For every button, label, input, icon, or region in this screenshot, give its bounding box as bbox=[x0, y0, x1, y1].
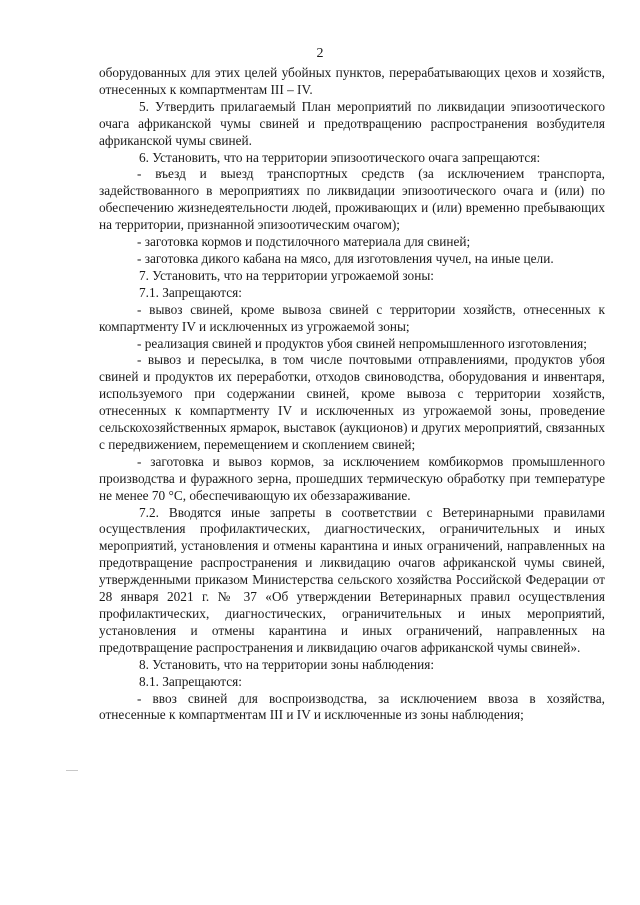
paragraph-item-7-2: 7.2. Вводятся иные запреты в соответствии с Ветеринарными правилами осуществления профилактических, диагностических, ограничительных и иных мероприятий, установления и отмены карантина и иных ограничений, направленных на предотвращение распространения и ликвидацию очагов африканской чумы свиней, утвержденными приказом Министерства сельского хозяйства Российской Федерации от 28 января 2021 г. № 37 «Об утверждении Ветеринарных правил осуществления профилактических, диагностических, ограничительных и иных мероприятий, установления и отмены карантина и иных ограничений, направленных на предотвращение распространения и ликвидацию очагов африканской чумы свиней». bbox=[99, 504, 605, 655]
paragraph-item-8: 8. Установить, что на территории зоны наблюдения: bbox=[139, 656, 435, 672]
list-item: - заготовка и вывоз кормов, за исключением комбикормов промышленного производства и фуражного зерна, прошедших термическую обработку при температуре не менее 70 °С, обеспечивающую их обеззараживание. bbox=[99, 453, 605, 503]
page-number: 2 bbox=[316, 46, 324, 61]
paragraph-item-7: 7. Установить, что на территории угрожаемой зоны: bbox=[139, 267, 434, 283]
paragraph-item-6: 6. Установить, что на территории эпизоотического очага запрещаются: bbox=[139, 149, 541, 165]
paragraph-item-8-1: 8.1. Запрещаются: bbox=[139, 673, 242, 689]
list-item: - заготовка кормов и подстилочного материала для свиней; bbox=[137, 234, 471, 250]
margin-mark bbox=[66, 770, 78, 771]
paragraph-item-5: 5. Утвердить прилагаемый План мероприятий по ликвидации эпизоотического очага африканской чумы свиней и предотвращению распространения возбудителя африканской чумы свиней. bbox=[99, 98, 605, 148]
list-item: - въезд и выезд транспортных средств (за исключением транспорта, задействованного в мероприятиях по ликвидации эпизоотического очага и (или) по обеспечению жизнедеятельности людей, проживающих и (или) временно пребывающих на территории, признанной эпизоотическим очагом); bbox=[99, 166, 605, 233]
list-item: - вывоз свиней, кроме вывоза свиней с территории хозяйств, отнесенных к компартменту IV и исключенных из угрожаемой зоны; bbox=[99, 301, 605, 334]
list-item: - реализация свиней и продуктов убоя свиней непромышленного изготовления; bbox=[137, 335, 587, 351]
list-item: - заготовка дикого кабана на мясо, для изготовления чучел, на иные цели. bbox=[137, 250, 554, 266]
list-item: - вывоз и пересылка, в том числе почтовыми отправлениями, продуктов убоя свиней и продуктов их переработки, отходов свиноводства, оборудования и инвентаря, используемого при содержании свиней, кроме вывоза с территории хозяйств, отнесенных к компартменту IV и исключенных из угрожаемой зоны, проведение сельскохозяйственных ярмарок, выставок (аукционов) и других мероприятий, связанных с передвижением, перемещением и скоплением свиней; bbox=[99, 352, 605, 452]
paragraph-item-7-1: 7.1. Запрещаются: bbox=[139, 284, 242, 300]
document-body bbox=[99, 65, 605, 724]
paragraph-continuation: оборудованных для этих целей убойных пунктов, перерабатывающих цехов и хозяйств, отнесенных к компартментам III – IV. bbox=[99, 65, 605, 97]
list-item: - ввоз свиней для воспроизводства, за исключением ввоза в хозяйства, отнесенные к компартментам III и IV и исключенные из зоны наблюдения; bbox=[99, 690, 605, 723]
